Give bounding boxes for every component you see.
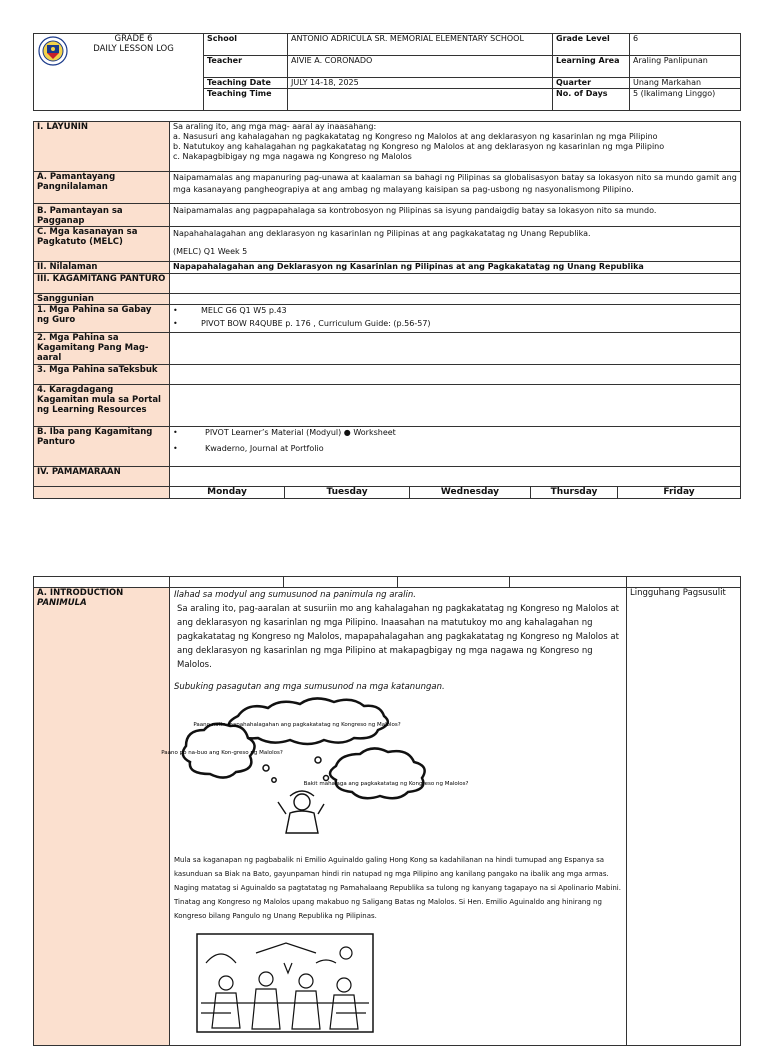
lesson-table — [33, 121, 741, 499]
learning-resources-label: 4. Karagdagang Kagamitan mula sa Portal ng Learning Resources — [34, 385, 170, 427]
introduction-label-cell — [34, 588, 170, 1046]
list-item: • MELC G6 Q1 W5 p.43 — [173, 306, 737, 316]
thought-clouds-illustration — [161, 700, 478, 845]
day-tuesday: Tuesday — [285, 487, 410, 499]
iba-pang-kagamitan-list — [170, 427, 741, 467]
log-title: DAILY LESSON LOG — [93, 44, 174, 54]
day-monday: Monday — [170, 487, 285, 499]
intro-prompt: Subuking pasagutan ang mga sumusunod na mga katanungan. — [174, 682, 445, 692]
teaching-time-value — [288, 89, 553, 111]
teaching-date-label: Teaching Date — [204, 78, 288, 89]
learning-area-label: Learning Area — [553, 56, 630, 78]
introduction-table — [33, 576, 741, 1046]
cloud-text: Paano po na-buo ang Kon-greso ng Malolos? — [161, 750, 283, 756]
panimula-label: PANIMULA — [37, 598, 87, 608]
introduction-label: A. INTRODUCTION — [37, 588, 124, 598]
list-item: • Kwaderno, Journal at Portfolio — [173, 444, 324, 453]
intro-line: Ilahad sa modyul ang sumusunod na panimula ng aralin. — [174, 590, 416, 600]
side-note: Lingguhang Pagsusulit — [630, 588, 726, 598]
teksbuk-label: 3. Mga Pahina saTeksbuk — [34, 365, 170, 385]
melc-label: C. Mga kasanayan sa Pagkatuto (MELC) — [34, 227, 170, 262]
child-figure-icon — [278, 791, 324, 833]
grade-title: GRADE 6 — [114, 34, 153, 44]
layunin-item: b. Natutukoy ang kahalagahan ng pagkakatatag ng Kongreso ng Malolos at ang deklarasyon ng kasarinlan ng mga Pilipino — [173, 142, 665, 151]
sanggunian-label: Sanggunian — [34, 294, 170, 305]
cloud-text: Bakit mahalaga ang pagkakatatag ng Kongreso ng Malolos? — [303, 781, 469, 787]
layunin-content — [170, 122, 741, 172]
grade-level-value: 6 — [630, 34, 741, 56]
teaching-date-value: JULY 14-18, 2025 — [288, 78, 553, 89]
learning-area-value: Araling Panlipunan — [630, 56, 741, 78]
layunin-item: a. Nasusuri ang kahalagahan ng pagkakatatag ng Kongreso ng Malolos at ang deklarasyon ng kasarinlan ng mga Pilipino — [173, 132, 658, 141]
list-item: • PIVOT BOW R4QUBE p. 176 , Curriculum Guide: (p.56-57) — [173, 319, 737, 329]
nilalaman-value: Napapahalagahan ang Deklarasyon ng Kasarinlan ng Pilipinas at ang Pagkakatatag ng Unang Republika — [170, 262, 741, 274]
day-wednesday: Wednesday — [410, 487, 531, 499]
deped-seal-icon — [38, 36, 68, 66]
school-value: ANTONIO ADRICULA SR. MEMORIAL ELEMENTARY SCHOOL — [288, 34, 553, 56]
pamantayang-pangnilalaman-label: A. Pamantayang Pangnilalaman — [34, 172, 170, 204]
layunin-label: I. LAYUNIN — [34, 122, 170, 172]
days-value: 5 (Ikalimang Linggo) — [630, 89, 741, 111]
day-friday: Friday — [618, 487, 741, 499]
teacher-value: AIVIE A. CORONADO — [288, 56, 553, 78]
pamantayan-pagganap-label: B. Pamantayan sa Pagganap — [34, 204, 170, 227]
school-label: School — [204, 34, 288, 56]
gabay-guro-list — [170, 305, 741, 333]
teacher-label: Teacher — [204, 56, 288, 78]
melc-week: (MELC) Q1 Week 5 — [173, 247, 248, 256]
teaching-time-label: Teaching Time — [204, 89, 288, 111]
kagamitan-label: III. KAGAMITANG PANTURO — [34, 274, 170, 294]
melc-content — [170, 227, 741, 262]
pamantayan-pagganap-value: Naipamamalas ang pagpapahalaga sa kontrobosyon ng Pilipinas sa isyung pandaigdig batay sa lokasyon nito sa mundo. — [170, 204, 741, 227]
layunin-item: c. Nakapagbibigay ng mga nagawa ng Kongreso ng Malolos — [173, 152, 412, 161]
pamamaraan-label: IV. PAMAMARAAN — [34, 467, 170, 487]
quarter-label: Quarter — [553, 78, 630, 89]
cloud-shape — [330, 748, 425, 798]
iba-pang-kagamitan-label: B. Iba pang Kagamitang Panturo — [34, 427, 170, 467]
days-label: No. of Days — [553, 89, 630, 111]
intro-paragraph: Sa araling ito, pag-aaralan at susuriin mo ang kahalagahan ng pagkakatatag ng Kongreso ng Malolos at ang deklarasyon ng kasarinlan ng mga Pilipino. Inaasahan na matutukoy mo ang kahalagahan ng pagkakatatag ng Kongreso ng Malolos, mapapahalagahan ang pagkakatatag ng Kongreso ng Malolos at ang deklarasyon ng kasarinlan ng mga Pilipino at makapagbigay ng mga nagawa ng Kongreso ng Malolos. — [177, 604, 620, 670]
cloud-text: Paano natin mapahahalagahan ang pagkakatatag ng Kongreso ng Malolos? — [193, 722, 401, 728]
nilalaman-label: II. Nilalaman — [34, 262, 170, 274]
malolos-congress-illustration — [196, 933, 374, 1033]
quarter-value: Unang Markahan — [630, 78, 741, 89]
grade-level-label: Grade Level — [553, 34, 630, 56]
gabay-guro-label: 1. Mga Pahina sa Gabay ng Guro — [34, 305, 170, 333]
introduction-content — [161, 588, 627, 1046]
story-paragraph: Mula sa kaganapan ng pagbabalik ni Emilio Aguinaldo galing Hong Kong sa kadahilanan na hindi tumupad ang Espanya sa kasunduan sa Biak na Bato, gayunpaman hindi rin natupad ng mga Pilipino ang kanilang pangako na ibalik ang mga armas. Naging matatag si Aguinaldo sa pagtatatag ng Pamahalaang Republika sa tulong ng kanyang tagapayo na si Apolinario Mabini. Tinatag ang Kongreso ng Malolos upang makabuo ng Saligang Batas ng Malolos. Si Hen. Emilio Aguinaldo ang hinirang ng Kongreso bilang Pangulo ng Unang Republika ng Pilipinas. — [174, 856, 621, 920]
day-thursday: Thursday — [531, 487, 618, 499]
list-item: • PIVOT Learner’s Material (Modyul) ● Worksheet — [173, 428, 396, 437]
side-note-cell — [627, 588, 741, 1046]
header-logo-cell — [34, 34, 204, 89]
pamantayang-pangnilalaman-value: Naipamamalas ang mapanuring pag-unawa at kaalaman sa bahagi ng Pilipinas sa globalisasyon batay sa lokasyon nito sa mundo gamit ang mga kasanayang pangheograpiya at ang ambag ng malayang kaisipan sa pag-usbong ng nasyonalismong Pilipino. — [170, 172, 741, 204]
layunin-intro: Sa araling ito, ang mga mag- aaral ay inaasahang: — [173, 122, 377, 131]
kagamitang-mag-aaral-label: 2. Mga Pahina sa Kagamitang Pang Mag-aaral — [34, 333, 170, 365]
page-gap — [0, 510, 768, 576]
melc-value: Napahahalagahan ang deklarasyon ng kasarinlan ng Pilipinas at ang pagkakatatag ng Unang Republika. — [173, 229, 591, 238]
header-table — [33, 33, 741, 111]
